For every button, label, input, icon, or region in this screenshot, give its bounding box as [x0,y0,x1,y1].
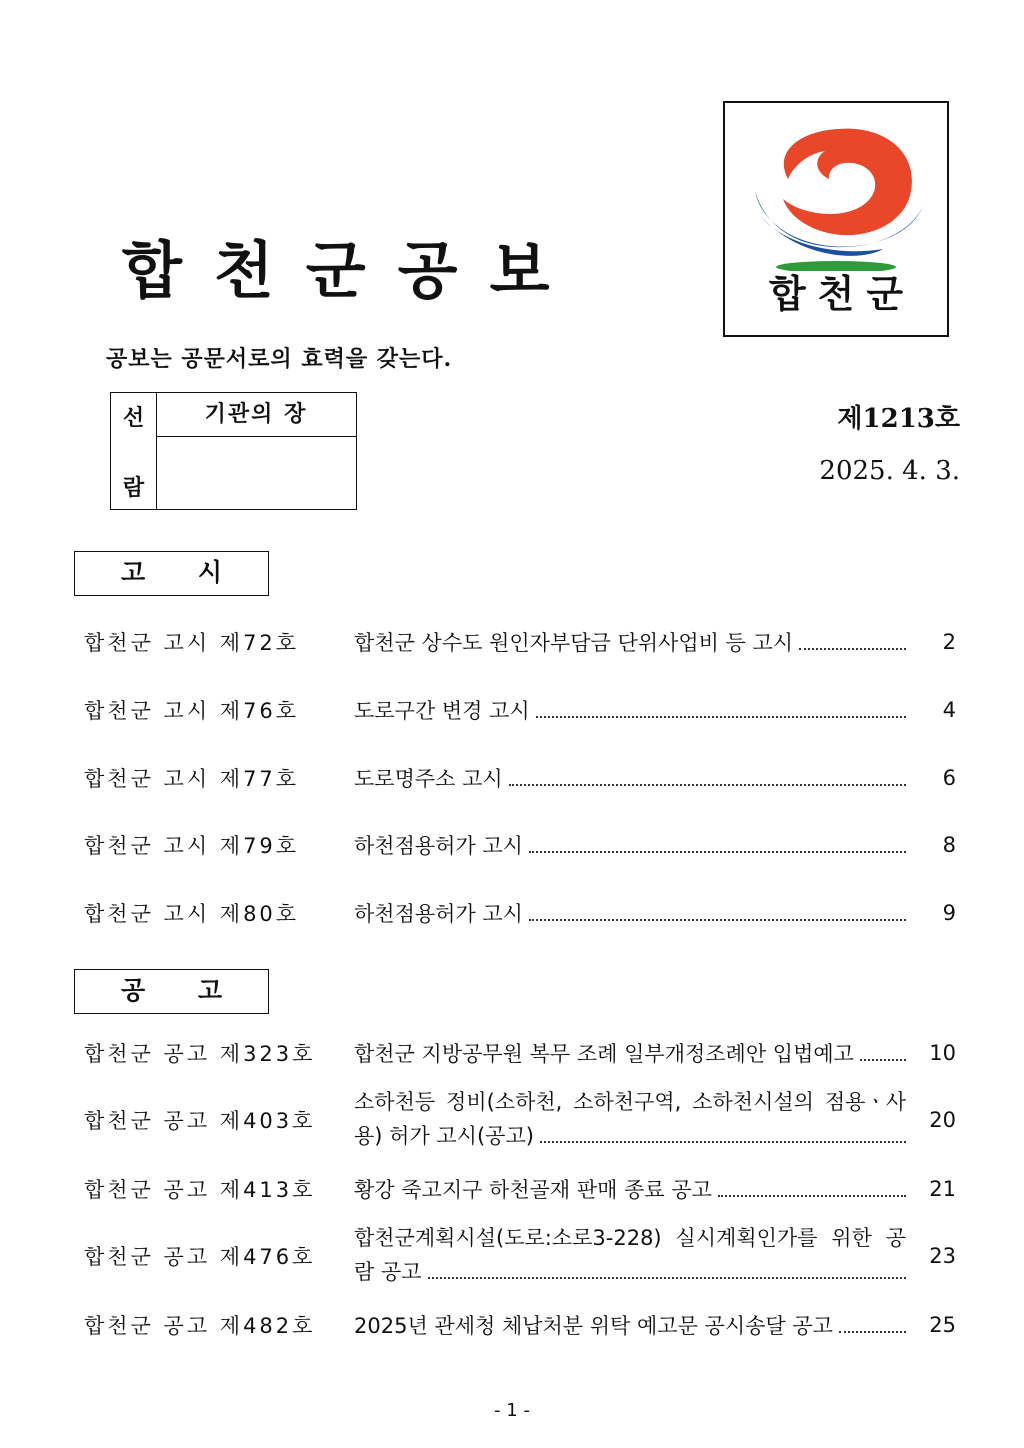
list-item[interactable] [84,758,956,798]
entry-title: 2025년 관세청 체납처분 위탁 예고문 공시송달 공고 [354,1314,833,1338]
dot-leader [540,1140,906,1143]
dot-leader [529,850,906,853]
entry-number: 합천군 공고 제413호 [84,1178,316,1202]
entry-page-number: 2 [942,630,956,654]
page-title: 합천군공보 [122,234,582,307]
review-divider [156,436,356,437]
entry-title: 도로명주소 고시 [354,767,503,791]
dot-leader [860,1058,906,1061]
entry-title: 합천군계획시설(도로:소로3-228) 실시계획인가를 위한 공 [354,1226,906,1250]
list-item[interactable] [84,825,956,865]
review-stamp-table [110,392,357,510]
entry-title: 하천점용허가 고시 [354,902,523,926]
entry-title: 하천점용허가 고시 [354,834,523,858]
list-item[interactable] [84,1033,956,1073]
entry-page-number: 23 [929,1244,956,1268]
entry-page-number: 10 [929,1041,956,1065]
entry-title: 황강 죽고지구 하천골재 판매 종료 공고 [354,1178,712,1202]
list-item[interactable] [84,893,956,933]
section-heading-notices: 고 시 [74,551,269,596]
entry-page-number: 20 [929,1108,956,1132]
entry-title: 용) 허가 고시(공고) [354,1124,534,1148]
entry-title: 도로구간 변경 고시 [354,699,530,723]
review-label-top: 선 [122,405,145,431]
list-item[interactable] [84,1222,956,1290]
entry-title: 소하천등 정비(소하천, 소하천구역, 소하천시설의 점용ㆍ사 [354,1090,906,1114]
section-heading-announcements: 공 고 [74,969,269,1014]
logo-text: 합천군 [768,272,916,316]
entry-page-number: 21 [929,1177,956,1201]
county-emblem-icon [743,121,929,271]
review-header: 기관의 장 [204,401,308,427]
entry-number: 합천군 고시 제76호 [84,699,300,723]
county-logo [723,101,949,337]
page-number: - 1 - [494,1400,530,1421]
entry-page-number: 4 [942,698,956,722]
entry-number: 합천군 공고 제403호 [84,1109,316,1133]
entry-number: 합천군 고시 제80호 [84,902,300,926]
entry-title: 합천군 상수도 원인자부담금 단위사업비 등 고시 [354,631,794,655]
review-label-bottom: 람 [122,475,145,501]
entry-page-number: 8 [942,833,956,857]
entry-page-number: 25 [929,1313,956,1337]
entry-page-number: 9 [942,901,956,925]
list-item[interactable] [84,1169,956,1209]
dot-leader [428,1276,906,1279]
issue-date: 2025. 4. 3. [819,456,960,486]
issue-number: 제1213호 [837,404,960,434]
entry-title: 람 공고 [354,1260,422,1284]
dot-leader [718,1194,906,1197]
dot-leader [509,783,906,786]
list-item[interactable] [84,622,956,662]
entry-title: 합천군 지방공무원 복무 조례 일부개정조례안 입법예고 [354,1042,854,1066]
dot-leader [536,715,906,718]
entry-number: 합천군 공고 제482호 [84,1314,316,1338]
list-item[interactable] [84,690,956,730]
dot-leader [529,918,906,921]
entry-page-number: 6 [942,766,956,790]
page-subtitle: 공보는 공문서로의 효력을 갖는다. [106,346,453,372]
entry-number: 합천군 고시 제79호 [84,834,300,858]
entry-number: 합천군 공고 제476호 [84,1245,316,1269]
entry-number: 합천군 고시 제77호 [84,767,300,791]
list-item[interactable] [84,1305,956,1345]
dot-leader [839,1330,906,1333]
entry-number: 합천군 공고 제323호 [84,1042,316,1066]
dot-leader [799,647,906,650]
list-item[interactable] [84,1086,956,1154]
entry-number: 합천군 고시 제72호 [84,631,300,655]
